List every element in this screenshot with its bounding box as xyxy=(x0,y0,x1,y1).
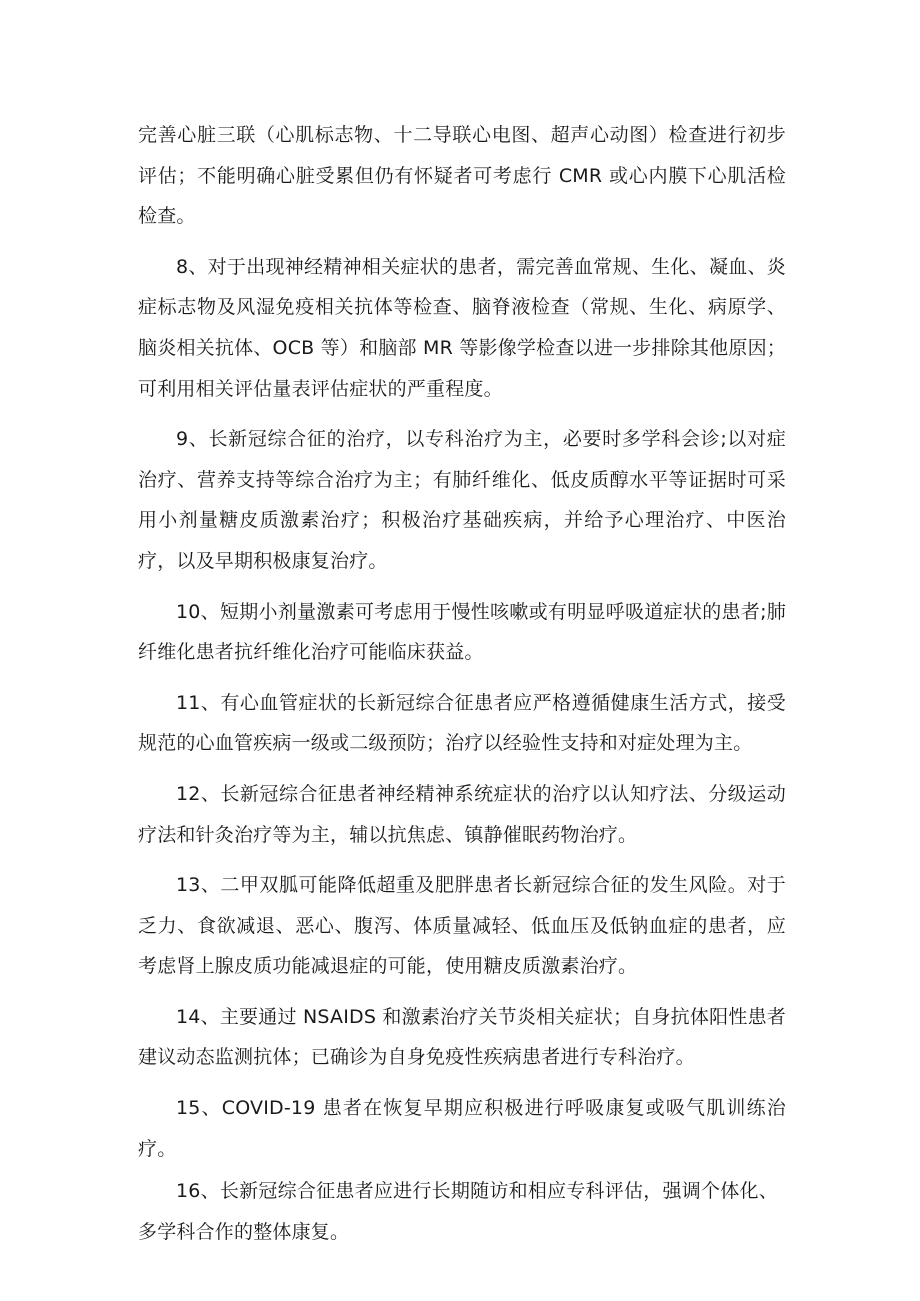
paragraph-item-16: 16、长新冠综合征患者应进行长期随访和相应专科评估，强调个体化、多学科合作的整体康复。 xyxy=(138,1180,778,1243)
paragraph-item-11: 11、有心血管症状的长新冠综合征患者应严格遵循健康生活方式，接受规范的心血管疾病一级或二级预防；治疗以经验性支持和对症处理为主。 xyxy=(138,691,786,755)
paragraph-item-9: 9、长新冠综合征的治疗，以专科治疗为主，必要时多学科会诊;以对症治疗、营养支持等综合治疗为主；有肺纤维化、低皮质醇水平等证据时可采用小剂量糖皮质激素治疗；积极治疗基础疾病，并给予心理治疗、中医治疗，以及早期积极康复治疗。 xyxy=(138,428,786,572)
paragraph-continuation: 完善心脏三联（心肌标志物、十二导联心电图、超声心动图）检查进行初步评估；不能明确心脏受累但仍有怀疑者可考虑行 CMR 或心内膜下心肌活检检查。 xyxy=(138,124,786,228)
paragraph-item-10: 10、短期小剂量激素可考虑用于慢性咳嗽或有明显呼吸道症状的患者;肺纤维化患者抗纤维化治疗可能临床获益。 xyxy=(138,600,786,664)
paragraph-item-15: 15、COVID-19 患者在恢复早期应积极进行呼吸康复或吸气肌训练治疗。 xyxy=(138,1097,786,1160)
paragraph-item-12: 12、长新冠综合征患者神经精神系统症状的治疗以认知疗法、分级运动疗法和针灸治疗等为主，辅以抗焦虑、镇静催眠药物治疗。 xyxy=(138,782,786,846)
paragraph-item-14: 14、主要通过 NSAIDS 和激素治疗关节炎相关症状；自身抗体阳性患者建议动态监测抗体；已确诊为自身免疫性疾病患者进行专科治疗。 xyxy=(138,1005,786,1069)
paragraph-item-8: 8、对于出现神经精神相关症状的患者，需完善血常规、生化、凝血、炎症标志物及风湿免疫相关抗体等检查、脑脊液检查（常规、生化、病原学、脑炎相关抗体、OCB 等）和脑部 MR 等影像学检查以进一步排除其他原因；可利用相关评估量表评估症状的严重程度。 xyxy=(138,255,786,400)
document-body xyxy=(138,115,786,1262)
paragraph-item-13: 13、二甲双胍可能降低超重及肥胖患者长新冠综合征的发生风险。对于乏力、食欲减退、恶心、腹泻、体质量减轻、低血压及低钠血症的患者，应考虑肾上腺皮质功能减退症的可能，使用糖皮质激素治疗。 xyxy=(138,874,786,978)
